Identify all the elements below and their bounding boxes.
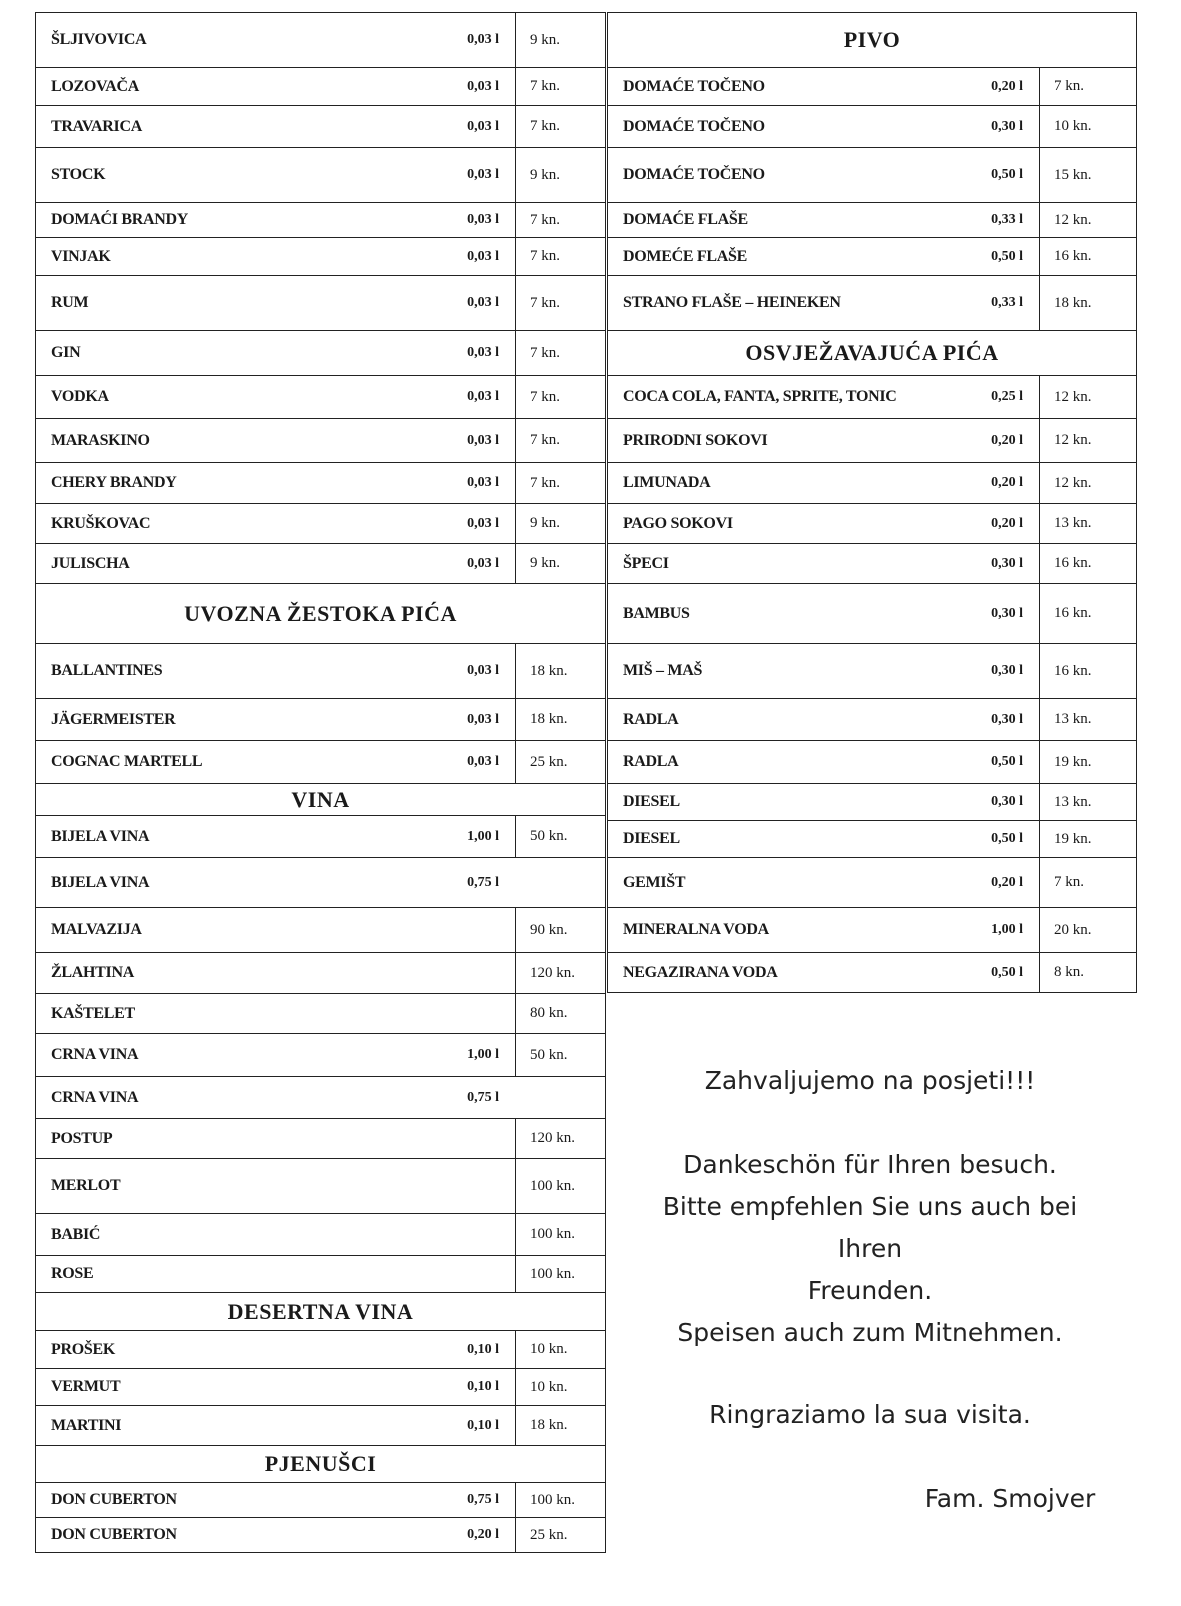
item-name: TRAVARICA [51, 117, 142, 135]
item-name: DIESEL [623, 830, 680, 847]
item-name: DON CUBERTON [51, 1491, 177, 1508]
item-name: BIJELA VINA [51, 827, 150, 845]
item-name: GEMIŠT [623, 873, 686, 891]
menu-item-row [35, 1330, 606, 1368]
item-name: DOMAĆE TOČENO [623, 166, 765, 183]
item-price: 7 kn. [1039, 68, 1136, 105]
item-volume: 0,25 l [991, 389, 1023, 404]
item-price: 7 kn. [515, 238, 605, 275]
item-volume: 0,03 l [467, 345, 499, 360]
item-volume: 0,50 l [991, 831, 1023, 846]
item-volume: 0,03 l [467, 663, 499, 678]
item-name: MARASKINO [51, 431, 150, 449]
item-price: 15 kn. [1039, 148, 1136, 202]
item-name: BIJELA VINA [51, 873, 150, 891]
item-volume: 0,50 l [991, 248, 1023, 264]
item-volume: 0,20 l [991, 432, 1023, 448]
menu-item-row [35, 1076, 606, 1118]
item-price: 20 kn. [1039, 908, 1136, 952]
item-volume: 0,50 l [991, 964, 1023, 980]
item-name: CRNA VINA [51, 1046, 139, 1063]
thanks-german: Dankeschön für Ihren besuch. [683, 1150, 1057, 1179]
menu-item-row [35, 907, 606, 952]
section-header: UVOZNA ŽESTOKA PIĆA [35, 583, 606, 643]
menu-item-row [607, 462, 1137, 503]
menu-item-row [35, 1405, 606, 1445]
item-name: BAMBUS [623, 604, 690, 622]
item-volume: 1,00 l [467, 1047, 499, 1062]
item-name: DOMAĆI BRANDY [51, 211, 188, 228]
item-price: 16 kn. [1039, 644, 1136, 698]
menu-item-row [35, 1368, 606, 1405]
menu-item-row [607, 783, 1137, 820]
item-price: 18 kn. [515, 1406, 605, 1445]
item-name: ŠPECI [623, 554, 669, 572]
item-price: 19 kn. [1039, 821, 1136, 857]
item-name: KRUŠKOVAC [51, 514, 151, 532]
menu-item-row [607, 907, 1137, 952]
menu-item-row [35, 330, 606, 375]
takeaway-note: Speisen auch zum Mitnehmen. [677, 1318, 1063, 1347]
item-price: 12 kn. [1039, 419, 1136, 462]
menu-item-row [35, 275, 606, 330]
item-volume: 0,30 l [991, 605, 1023, 621]
section-header: OSVJEŽAVAJUĆA PIĆA [607, 330, 1137, 375]
menu-item-row [607, 820, 1137, 857]
recommend-line-3: Freunden. [807, 1276, 933, 1305]
item-name: LOZOVAČA [51, 77, 139, 95]
item-name: DOMAĆE TOČENO [623, 77, 765, 95]
menu-item-row [35, 1158, 606, 1213]
item-price: 7 kn. [515, 419, 605, 462]
item-volume: 0,03 l [467, 754, 499, 769]
item-name: MARTINI [51, 1416, 122, 1434]
item-name: DIESEL [623, 793, 680, 810]
item-name: COCA COLA, FANTA, SPRITE, TONIC [623, 388, 897, 405]
item-name: BABIĆ [51, 1225, 101, 1243]
menu-item-row [35, 1482, 606, 1517]
item-name: RUM [51, 294, 89, 311]
item-volume: 0,03 l [467, 389, 499, 404]
item-name: COGNAC MARTELL [51, 753, 203, 770]
item-price: 12 kn. [1039, 463, 1136, 503]
item-name: VERMUT [51, 1378, 121, 1395]
item-volume: 0,75 l [467, 1089, 499, 1105]
item-volume: 0,03 l [467, 711, 499, 727]
item-price: 80 kn. [515, 994, 605, 1033]
item-price: 100 kn. [515, 1159, 605, 1213]
menu-item-row [607, 275, 1137, 330]
menu-item-row [35, 740, 606, 783]
item-volume: 0,75 l [467, 874, 499, 890]
menu-item-row [607, 202, 1137, 237]
menu-item-row [35, 202, 606, 237]
item-name: POSTUP [51, 1129, 113, 1147]
menu-item-row [35, 815, 606, 857]
item-name: RADLA [623, 710, 679, 728]
item-price: 120 kn. [515, 1119, 605, 1158]
item-volume: 0,20 l [991, 78, 1023, 94]
section-header: DESERTNA VINA [35, 1292, 606, 1330]
item-name: PROŠEK [51, 1340, 115, 1358]
item-volume: 0,10 l [467, 1379, 499, 1394]
item-price: 100 kn. [515, 1256, 605, 1292]
item-price: 10 kn. [515, 1369, 605, 1405]
item-volume: 0,10 l [467, 1417, 499, 1433]
menu-item-row [607, 67, 1137, 105]
item-name: PRIRODNI SOKOVI [623, 431, 768, 449]
item-price: 13 kn. [1039, 784, 1136, 820]
menu-item-row [607, 375, 1137, 418]
item-name: BALLANTINES [51, 662, 163, 679]
menu-item-row [35, 1213, 606, 1255]
item-price: 7 kn. [515, 376, 605, 418]
item-volume: 0,50 l [991, 754, 1023, 769]
item-volume: 0,03 l [467, 167, 499, 182]
menu-item-row [607, 105, 1137, 147]
item-name: CRNA VINA [51, 1088, 139, 1106]
item-name: STOCK [51, 166, 106, 183]
menu-item-row [35, 643, 606, 698]
item-name: DOMEĆE FLAŠE [623, 247, 747, 265]
menu-item-row [35, 1517, 606, 1553]
item-volume: 0,03 l [467, 555, 499, 571]
section-header: PIVO [607, 12, 1137, 67]
menu-item-row [35, 698, 606, 740]
item-price: 7 kn. [515, 68, 605, 105]
menu-item-row [607, 418, 1137, 462]
item-name: PAGO SOKOVI [623, 514, 733, 532]
menu-item-row [607, 643, 1137, 698]
item-price: 25 kn. [515, 741, 605, 783]
item-price: 7 kn. [515, 331, 605, 375]
item-volume: 0,33 l [991, 212, 1023, 227]
thanks-italian: Ringraziamo la sua visita. [709, 1400, 1031, 1429]
menu-item-row [35, 418, 606, 462]
item-price: 12 kn. [1039, 203, 1136, 237]
item-price: 9 kn. [515, 544, 605, 583]
item-volume: 0,03 l [467, 295, 499, 310]
item-price: 13 kn. [1039, 504, 1136, 543]
item-volume: 1,00 l [991, 922, 1023, 937]
thanks-croatian: Zahvaljujemo na posjeti!!! [704, 1066, 1036, 1095]
item-name: JULISCHA [51, 554, 130, 572]
item-price: 9 kn. [515, 13, 605, 67]
item-volume: 1,00 l [467, 828, 499, 844]
item-name: VODKA [51, 388, 109, 405]
item-price: 7 kn. [515, 106, 605, 147]
item-price: 10 kn. [515, 1331, 605, 1368]
item-volume: 0,33 l [991, 295, 1023, 310]
item-volume: 0,03 l [467, 78, 499, 94]
item-volume: 0,03 l [467, 248, 499, 264]
menu-item-row [35, 105, 606, 147]
item-price: 50 kn. [515, 816, 605, 857]
menu-item-row [35, 543, 606, 583]
item-price: 7 kn. [515, 463, 605, 503]
item-volume: 0,75 l [467, 1492, 499, 1507]
item-price: 16 kn. [1039, 584, 1136, 643]
item-name: GIN [51, 344, 81, 361]
item-volume: 0,03 l [467, 118, 499, 134]
item-volume: 0,10 l [467, 1341, 499, 1357]
item-volume: 0,30 l [991, 555, 1023, 571]
item-volume: 0,30 l [991, 118, 1023, 134]
item-volume: 0,20 l [991, 515, 1023, 531]
item-volume: 0,30 l [991, 663, 1023, 678]
menu-item-row [607, 583, 1137, 643]
menu-item-row [35, 1255, 606, 1292]
menu-item-row [35, 12, 606, 67]
item-volume: 0,03 l [467, 212, 499, 227]
menu-item-row [35, 503, 606, 543]
signature: Fam. Smojver [924, 1484, 1096, 1513]
menu-item-row [35, 375, 606, 418]
menu-item-row [35, 993, 606, 1033]
item-price: 12 kn. [1039, 376, 1136, 418]
item-price: 50 kn. [515, 1034, 605, 1076]
menu-item-row [607, 698, 1137, 740]
item-price: 120 kn. [515, 953, 605, 993]
menu-item-row [35, 237, 606, 275]
menu-item-row [35, 952, 606, 993]
item-name: ŽLAHTINA [51, 964, 134, 981]
item-price: 19 kn. [1039, 741, 1136, 783]
item-name: DON CUBERTON [51, 1526, 177, 1543]
item-price: 25 kn. [515, 1518, 605, 1552]
menu-item-row [35, 147, 606, 202]
item-volume: 0,03 l [467, 432, 499, 448]
item-name: NEGAZIRANA VODA [623, 963, 778, 981]
item-price: 7 kn. [515, 276, 605, 330]
menu-item-row [607, 503, 1137, 543]
item-name: MALVAZIJA [51, 921, 142, 938]
menu-item-row [607, 147, 1137, 202]
item-name: ŠLJIVOVICA [51, 31, 147, 48]
menu-item-row [35, 462, 606, 503]
item-price: 16 kn. [1039, 544, 1136, 583]
menu-item-row [607, 952, 1137, 993]
item-price: 8 kn. [1039, 953, 1136, 992]
menu-item-row [607, 543, 1137, 583]
item-name: RADLA [623, 753, 679, 770]
menu-item-row [35, 67, 606, 105]
menu-item-row [607, 740, 1137, 783]
item-name: ROSE [51, 1265, 94, 1282]
item-price: 18 kn. [515, 644, 605, 698]
item-price: 18 kn. [515, 699, 605, 740]
item-volume: 0,03 l [467, 32, 499, 47]
menu-item-row [35, 857, 606, 907]
item-price: 10 kn. [1039, 106, 1136, 147]
item-price: 18 kn. [1039, 276, 1136, 330]
item-price: 90 kn. [515, 908, 605, 952]
item-name: KAŠTELET [51, 1004, 135, 1022]
section-header: VINA [35, 783, 606, 815]
item-volume: 0,20 l [991, 874, 1023, 890]
item-name: LIMUNADA [623, 474, 711, 491]
section-header: PJENUŠCI [35, 1445, 606, 1482]
item-name: MINERALNA VODA [623, 921, 769, 938]
recommend-line-2: Ihren [837, 1234, 903, 1263]
item-price: 9 kn. [515, 148, 605, 202]
item-price: 7 kn. [1039, 858, 1136, 907]
item-volume: 0,30 l [991, 794, 1023, 809]
item-name: DOMAĆE FLAŠE [623, 211, 748, 228]
item-name: STRANO FLAŠE – HEINEKEN [623, 294, 841, 311]
item-price: 7 kn. [515, 203, 605, 237]
menu-item-row [607, 237, 1137, 275]
recommend-line-1: Bitte empfehlen Sie uns auch bei [662, 1192, 1078, 1221]
item-volume: 0,20 l [991, 475, 1023, 490]
item-price: 9 kn. [515, 504, 605, 543]
item-volume: 0,03 l [467, 475, 499, 490]
item-volume: 0,30 l [991, 711, 1023, 727]
item-name: CHERY BRANDY [51, 474, 177, 491]
item-price: 100 kn. [515, 1483, 605, 1517]
item-volume: 0,20 l [467, 1527, 499, 1542]
item-name: VINJAK [51, 247, 111, 265]
item-name: MERLOT [51, 1177, 121, 1194]
item-volume: 0,03 l [467, 515, 499, 531]
item-name: MIŠ – MAŠ [623, 662, 703, 679]
item-price: 16 kn. [1039, 238, 1136, 275]
menu-item-row [35, 1033, 606, 1076]
item-price: 13 kn. [1039, 699, 1136, 740]
menu-item-row [607, 857, 1137, 907]
item-volume: 0,50 l [991, 167, 1023, 182]
item-price: 100 kn. [515, 1214, 605, 1255]
item-name: DOMAĆE TOČENO [623, 117, 765, 135]
menu-item-row [35, 1118, 606, 1158]
item-name: JÄGERMEISTER [51, 710, 176, 728]
